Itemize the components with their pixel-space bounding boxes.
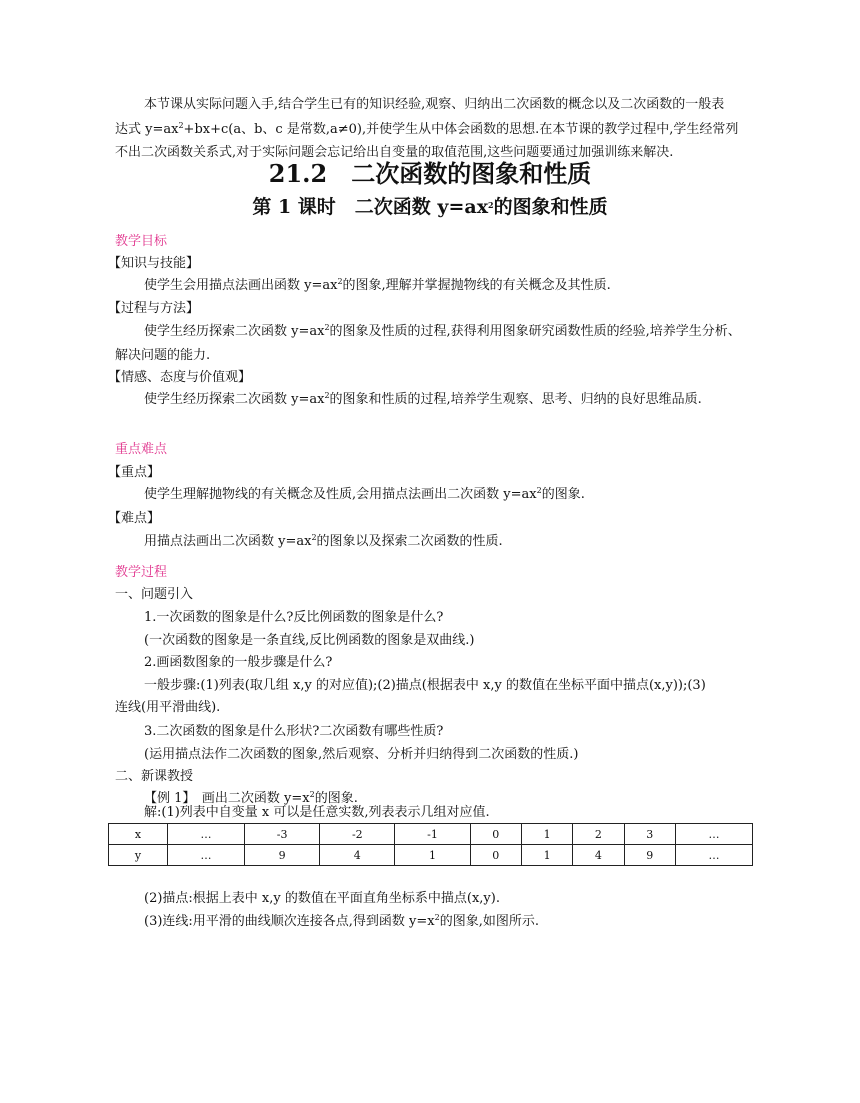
label-emotion: 【情感、态度与价值观】: [108, 370, 252, 385]
key-text: 使学生理解抛物线的有关概念及性质,会用描点法画出二次函数 $y=ax^2$的图象.: [144, 486, 585, 502]
table-cell: …: [675, 824, 752, 845]
question-1: 1.一次函数的图象是什么?反比例函数的图象是什么?: [144, 610, 444, 625]
label-process-method: 【过程与方法】: [108, 301, 200, 316]
table-cell: 1: [521, 824, 572, 845]
solution-step-3: (3)连线:用平滑的曲线顺次连接各点,得到函数 $y=x^2$的图象,如图所示.: [144, 913, 539, 929]
table-cell: -2: [320, 824, 395, 845]
emotion-text: 使学生经历探索二次函数 $y=ax^2$的图象和性质的过程,培养学生观察、思考、归纳的良好思维品质.: [144, 391, 702, 407]
table-cell: 0: [470, 845, 521, 866]
solution-step-2: (2)描点:根据上表中 x,y 的数值在平面直角坐标系中描点(x,y).: [144, 891, 500, 906]
table-cell: 9: [245, 845, 320, 866]
solution-step-1: 解:(1)列表中自变量 x 可以是任意实数,列表表示几组对应值.: [144, 805, 490, 820]
table-cell: x: [109, 824, 168, 845]
table-cell: …: [168, 824, 245, 845]
lesson-subtitle: 第 1 课时 二次函数 $y=ax^2$的图象和性质: [252, 196, 608, 218]
question-2: 2.画函数图象的一般步骤是什么?: [144, 655, 333, 670]
table-row: [109, 824, 753, 845]
table-cell: y: [109, 845, 168, 866]
answer-2-line-1: 一般步骤:(1)列表(取几组 x,y 的对应值);(2)描点(根据表中 x,y 的数值在坐标平面中描点(x,y));(3): [144, 678, 706, 693]
heading-teaching-goals: 教学目标: [115, 234, 168, 249]
process-text-1: 使学生经历探索二次函数 $y=ax^2$的图象及性质的过程,获得利用图象研究函数性质的经验,培养学生分析、: [144, 323, 741, 339]
label-knowledge: 【知识与技能】: [108, 256, 200, 271]
section-title: 21.2 二次函数的图象和性质: [268, 159, 592, 188]
table-cell: …: [168, 845, 245, 866]
table-cell: 3: [624, 824, 675, 845]
question-3: 3.二次函数的图象是什么形状?二次函数有哪些性质?: [144, 724, 444, 739]
section-intro-questions: 一、问题引入: [115, 587, 194, 602]
answer-1: (一次函数的图象是一条直线,反比例函数的图象是双曲线.): [144, 633, 475, 648]
heading-teaching-process: 教学过程: [115, 565, 168, 580]
intro-line-2: 达式 $y=ax^2+bx+c(a$、b、c 是常数,a≠0),并使学生从中体会函数的思想.在本节课的教学过程中,学生经常列: [115, 121, 739, 137]
process-text-2: 解决问题的能力.: [115, 348, 211, 363]
table-cell: 4: [320, 845, 395, 866]
difficult-text: 用描点法画出二次函数 $y=ax^2$的图象以及探索二次函数的性质.: [144, 533, 503, 549]
table-cell: -3: [245, 824, 320, 845]
table-cell: 1: [395, 845, 470, 866]
table-cell: 0: [470, 824, 521, 845]
label-key: 【重点】: [108, 465, 161, 480]
heading-key-difficult: 重点难点: [115, 442, 168, 457]
example-1: 【例 1】 画出二次函数 $y=x^2$的图象.: [144, 790, 358, 806]
table-cell: 2: [573, 824, 624, 845]
table-cell: 1: [521, 845, 572, 866]
knowledge-text: 使学生会用描点法画出函数 $y=ax^2$的图象,理解并掌握抛物线的有关概念及其性质.: [144, 277, 611, 293]
table-cell: 9: [624, 845, 675, 866]
table-row: [109, 845, 753, 866]
answer-3: (运用描点法作二次函数的图象,然后观察、分析并归纳得到二次函数的性质.): [144, 747, 579, 762]
intro-line-3: 不出二次函数关系式,对于实际问题会忘记给出自变量的取值范围,这些问题要通过加强训练来解决.: [115, 145, 674, 160]
label-difficult: 【难点】: [108, 511, 161, 526]
section-new-lesson: 二、新课教授: [115, 769, 194, 784]
answer-2-line-2: 连线(用平滑曲线).: [115, 700, 221, 715]
table-cell: …: [675, 845, 752, 866]
table-cell: -1: [395, 824, 470, 845]
intro-line-1: 本节课从实际问题入手,结合学生已有的知识经验,观察、归纳出二次函数的概念以及二次函数的一般表: [144, 97, 725, 112]
value-table: [108, 823, 753, 866]
table-cell: 4: [573, 845, 624, 866]
